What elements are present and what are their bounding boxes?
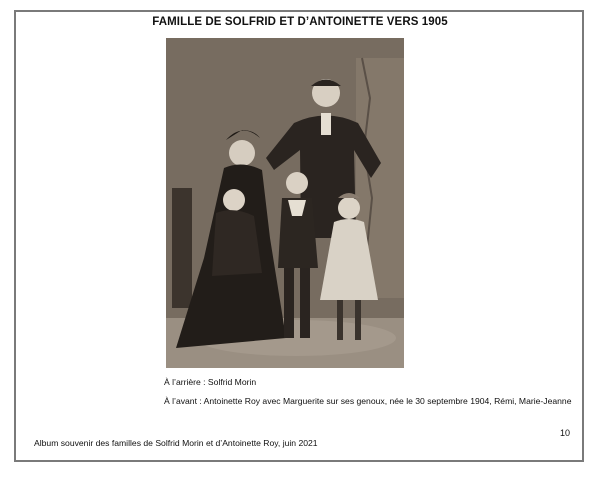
footer-text: Album souvenir des familles de Solfrid Morin et d’Antoinette Roy, juin 2021 bbox=[34, 438, 318, 448]
page-title: FAMILLE DE SOLFRID ET D’ANTOINETTE VERS 1905 bbox=[152, 16, 448, 28]
family-photograph bbox=[166, 38, 404, 368]
caption-back-row: À l’arrière : Solfrid Morin bbox=[164, 377, 257, 387]
page-number: 10 bbox=[559, 428, 570, 438]
caption-front-row: À l’avant : Antoinette Roy avec Marguerite sur ses genoux, née le 30 septembre 1904, Rémi, Marie-Jeanne bbox=[164, 396, 572, 406]
family-photo-illustration bbox=[166, 38, 404, 368]
